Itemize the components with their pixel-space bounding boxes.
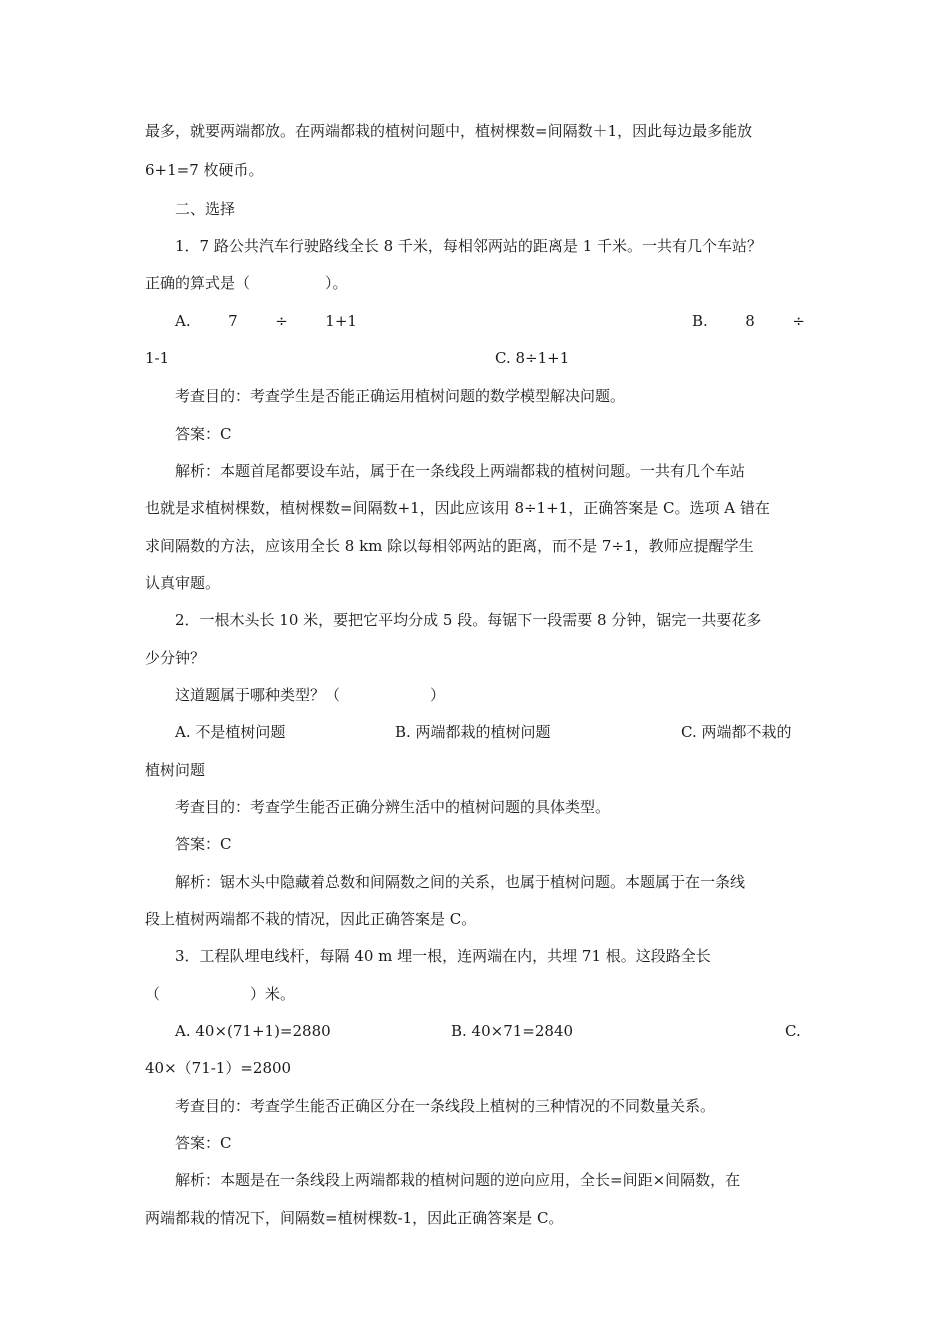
q2-option-c-continued: 植树问题 <box>145 761 206 779</box>
q1-answer: 答案：C <box>175 425 232 443</box>
q2-stem-line-3: 这道题属于哪种类型？（ ） <box>175 686 446 704</box>
q1-purpose: 考查目的：考查学生是否能正确运用植树问题的数学模型解决问题。 <box>175 387 626 405</box>
q2-option-b: B. 两端都栽的植树问题 <box>395 723 551 741</box>
q1-option-a-number: 7 <box>228 312 238 330</box>
continued-analysis-line-1: 最多，就要两端都放。在两端都栽的植树问题中，植树棵数=间隔数＋1，因此每边最多能放 <box>145 122 753 140</box>
q1-analysis-line-1: 解析：本题首尾都要设车站，属于在一条线段上两端都栽的植树问题。一共有几个车站 <box>175 462 746 480</box>
q1-option-a-label: A. <box>175 312 191 330</box>
q2-option-c: C. 两端都不栽的 <box>681 723 792 741</box>
continued-analysis-line-2: 6+1=7 枚硬币。 <box>145 161 264 179</box>
q3-answer: 答案：C <box>175 1134 232 1152</box>
q1-option-a-rest: 1+1 <box>325 312 357 330</box>
section-title: 二、选择 <box>175 200 236 218</box>
q1-option-b-rest: 1-1 <box>145 349 170 367</box>
q3-option-b: B. 40×71=2840 <box>451 1022 574 1040</box>
q2-answer: 答案：C <box>175 835 232 853</box>
q3-analysis-line-1: 解析：本题是在一条线段上两端都栽的植树问题的逆向应用，全长=间距×间隔数，在 <box>175 1171 741 1189</box>
q1-options-row-1 <box>175 311 805 331</box>
q1-option-b-number: 8 <box>745 312 755 330</box>
q1-stem-line-2: 正确的算式是（ ）。 <box>145 274 348 292</box>
q1-option-b-label: B. <box>691 312 708 330</box>
q2-stem-line-1: 2．一根木头长 10 米，要把它平均分成 5 段。每锯下一段需要 8 分钟，锯完一共要花多 <box>175 611 762 629</box>
q2-purpose: 考查目的：考查学生能否正确分辨生活中的植树问题的具体类型。 <box>175 798 611 816</box>
q3-option-c-expression: 40×（71-1）=2800 <box>145 1059 292 1077</box>
q2-analysis-line-2: 段上植树两端都不栽的情况，因此正确答案是 C。 <box>145 910 477 928</box>
q1-analysis-line-2: 也就是求植树棵数，植树棵数=间隔数+1，因此应该用 8÷1+1，正确答案是 C。选项 A 错在 <box>145 499 770 517</box>
q3-option-a: A. 40×(71+1)=2880 <box>175 1022 331 1040</box>
q2-option-a: A. 不是植树问题 <box>175 723 286 741</box>
q1-option-a-operator: ÷ <box>275 312 288 330</box>
q3-option-c-label: C. <box>785 1022 801 1040</box>
q3-stem-line-2: （ ）米。 <box>145 985 296 1003</box>
q3-analysis-line-2: 两端都栽的情况下，间隔数=植树棵数-1，因此正确答案是 C。 <box>145 1209 564 1227</box>
q2-stem-line-2: 少分钟？ <box>145 649 206 667</box>
q1-analysis-line-3: 求间隔数的方法，应该用全长 8 km 除以每相邻两站的距离，而不是 7÷1，教师应提醒学生 <box>145 537 754 555</box>
q1-analysis-line-4: 认真审题。 <box>145 574 221 592</box>
q1-option-b-operator: ÷ <box>792 312 805 330</box>
q2-analysis-line-1: 解析：锯木头中隐藏着总数和间隔数之间的关系，也属于植树问题。本题属于在一条线 <box>175 873 746 891</box>
q1-option-c: C. 8÷1+1 <box>495 349 570 367</box>
q3-purpose: 考查目的：考查学生能否正确区分在一条线段上植树的三种情况的不同数量关系。 <box>175 1097 716 1115</box>
q3-stem-line-1: 3．工程队埋电线杆，每隔 40 m 埋一根，连两端在内，共埋 71 根。这段路全长 <box>175 947 711 965</box>
q1-stem-line-1: 1．7 路公共汽车行驶路线全长 8 千米，每相邻两站的距离是 1 千米。一共有几个车站？ <box>175 237 763 255</box>
